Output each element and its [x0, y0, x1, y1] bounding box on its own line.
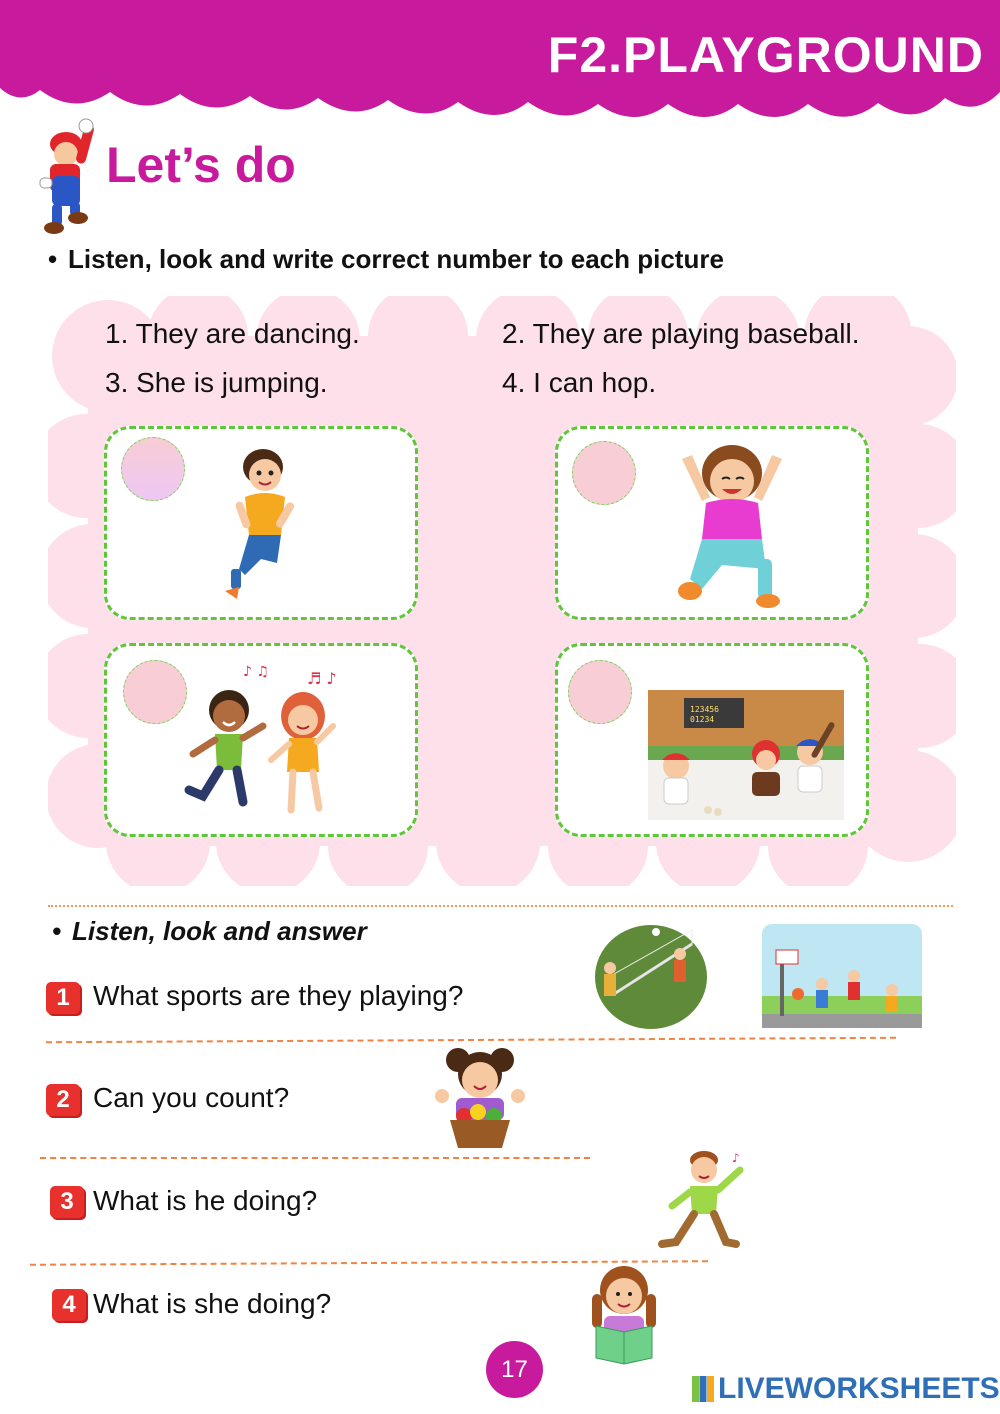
- answer-line-2[interactable]: [40, 1157, 590, 1159]
- kids-playing-baseball-picture: [648, 690, 844, 820]
- picture-card-3: [104, 643, 418, 837]
- page-title: F2.PLAYGROUND: [547, 27, 984, 83]
- picture-card-1: [104, 426, 418, 620]
- instruction-2: [52, 916, 367, 947]
- question-number-2: 2: [46, 1084, 80, 1116]
- girl-jumping-picture: [662, 439, 802, 609]
- boy-hopping-picture: [215, 445, 315, 605]
- question-1-text: What sports are they playing?: [93, 980, 464, 1011]
- bullet-icon: •: [52, 916, 62, 946]
- basketball-picture: [762, 924, 922, 1034]
- volleyball-picture: [594, 924, 708, 1030]
- instruction-2-text: Listen, look and answer: [72, 916, 367, 946]
- liveworksheets-logo-icon: [692, 1376, 714, 1402]
- page-number: 17: [486, 1341, 543, 1398]
- answer-field-4[interactable]: [568, 660, 632, 724]
- section-divider: [48, 905, 953, 907]
- svg-text:♪: ♪: [732, 1151, 740, 1165]
- answer-field-1[interactable]: [121, 437, 185, 501]
- question-number-1: 1: [46, 982, 80, 1014]
- instruction-1-text: Listen, look and write correct number to each picture: [68, 244, 724, 274]
- question-number-4: 4: [52, 1289, 86, 1321]
- question-4-text: What is she doing?: [93, 1288, 332, 1319]
- girl-with-fruit-basket-picture: [432, 1044, 528, 1154]
- boy-dancing-picture: [656, 1148, 748, 1254]
- answer-field-2[interactable]: [572, 441, 636, 505]
- svg-text:♪ ♫: ♪ ♫: [243, 664, 269, 680]
- sentence-2: 2. They are playing baseball.: [502, 318, 860, 349]
- bullet-icon: •: [48, 244, 58, 274]
- brand-name[interactable]: LIVEWORKSHEETS: [718, 1372, 1000, 1405]
- kids-dancing-picture: [183, 662, 363, 822]
- instruction-1: [48, 244, 724, 275]
- question-number-3: 3: [50, 1186, 84, 1218]
- picture-card-2: [555, 426, 869, 620]
- girl-reading-picture: [578, 1264, 670, 1366]
- sentence-1: 1. They are dancing.: [105, 318, 360, 349]
- picture-card-4: [555, 643, 869, 837]
- section-heading: Let’s do: [106, 137, 296, 193]
- svg-text:♬ ♪: ♬ ♪: [307, 669, 337, 688]
- svg-text:123456: 123456: [690, 705, 719, 714]
- svg-text:01234: 01234: [690, 715, 715, 724]
- sentence-4: 4. I can hop.: [502, 367, 657, 398]
- answer-line-1[interactable]: [46, 1037, 896, 1043]
- sentence-3: 3. She is jumping.: [105, 367, 328, 398]
- answer-field-3[interactable]: [123, 660, 187, 724]
- question-2-text: Can you count?: [93, 1082, 290, 1113]
- mascot-illustration: [36, 118, 98, 236]
- question-3-text: What is he doing?: [93, 1185, 318, 1216]
